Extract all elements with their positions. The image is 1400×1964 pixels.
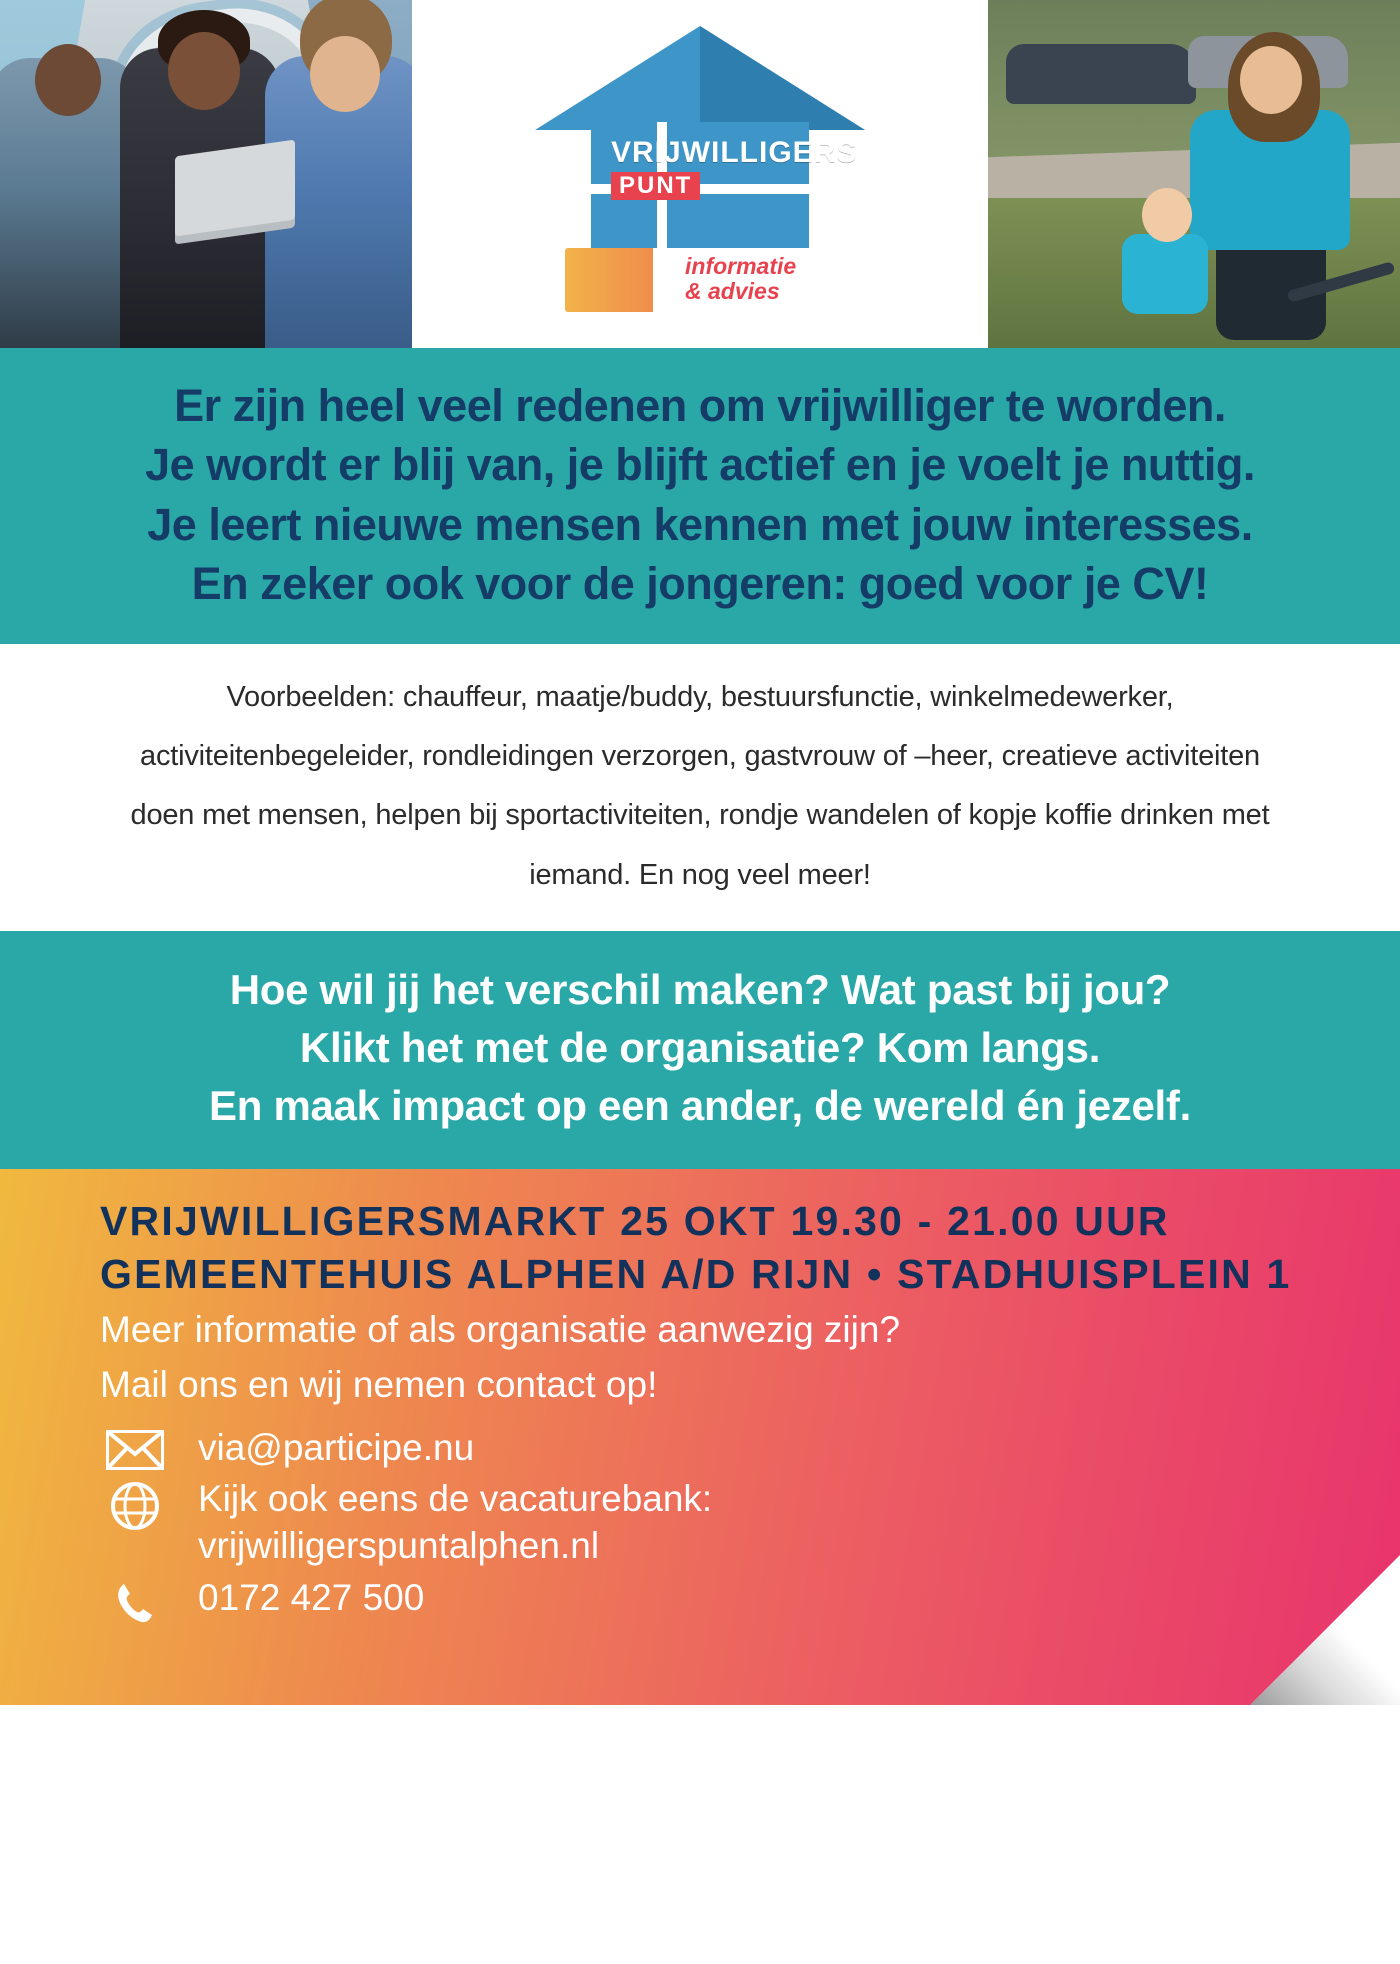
child-head [1142,188,1192,242]
person-head [310,36,380,112]
phone-text[interactable]: 0172 427 500 [198,1576,425,1618]
website-text[interactable] [198,1475,712,1570]
cta-line-2: Klikt het met de organisatie? Kom langs. [299,1024,1101,1072]
person-head [35,44,101,116]
footer-band [0,1169,1400,1705]
photo-left [0,0,412,348]
vrijwilligerspunt-logo [535,26,865,322]
intro-band [0,348,1400,644]
intro-line-4: En zeker ook voor de jongeren: goed voor je CV! [191,558,1209,610]
call-to-action-band [0,931,1400,1169]
logo-tagline-line2: & advies [685,277,780,304]
laptop-icon [175,140,295,237]
intro-line-1: Er zijn heel veel redenen om vrijwilliger te worden. [174,380,1226,431]
logo-tagline [685,254,796,304]
cta-line-3: En maak impact op een ander, de wereld én jezelf. [209,1082,1191,1130]
info-line-2: Mail ons en wij nemen contact op! [100,1363,658,1405]
examples-band [0,644,1400,932]
event-line-1: VRIJWILLIGERSMARKT 25 OKT 19.30 - 21.00 UUR [100,1198,1170,1245]
examples-text: Voorbeelden: chauffeur, maatje/buddy, bestuursfunctie, winkelmedewerker, activiteitenbegeleider, rondleidingen verzorgen, gastvrouw of –heer, creatieve activiteiten doen met mensen, helpen bij sportactiviteiten, rondje wandelen of kopje koffie drinken met iemand. En nog veel meer! [130,680,1270,891]
event-line-2: GEMEENTEHUIS ALPHEN A/D RIJN • STADHUISPLEIN 1 [100,1250,1292,1297]
email-text[interactable]: via@participe.nu [198,1426,475,1468]
envelope-icon [100,1424,170,1470]
contact-row-website[interactable] [100,1475,1340,1570]
intro-line-3: Je leert nieuwe mensen kennen met jouw interesses. [147,498,1253,550]
contact-list [100,1424,1340,1626]
header-band [0,0,1400,348]
volunteer-head [1240,46,1302,114]
logo-tagline-line1: informatie [685,253,797,279]
intro-line-2: Je wordt er blij van, je blijft actief en je voelt je nuttig. [145,439,1255,491]
website-label: Kijk ook eens de vacaturebank: [198,1478,713,1520]
logo-wordmark [611,136,858,200]
person-head [168,32,240,110]
globe-icon [100,1475,170,1531]
phone-icon [100,1574,170,1626]
website-url[interactable]: vrijwilligerspuntalphen.nl [198,1525,600,1567]
contact-row-email[interactable] [100,1424,1340,1471]
child-shirt [1122,234,1208,314]
child-figure [1116,188,1212,338]
logo-brand-main: VRIJWILLIGERS [611,136,858,169]
info-line-1: Meer informatie of als organisatie aanwezig zijn? [100,1309,901,1351]
cta-line-1: Hoe wil jij het verschil maken? Wat past bij jou? [229,966,1171,1014]
roof-shadow-icon [700,26,865,130]
logo-brand-accent: PUNT [611,172,700,200]
car-shape [1006,44,1196,104]
contact-row-phone[interactable] [100,1574,1340,1626]
photo-right [988,0,1400,348]
logo-block [412,0,988,348]
